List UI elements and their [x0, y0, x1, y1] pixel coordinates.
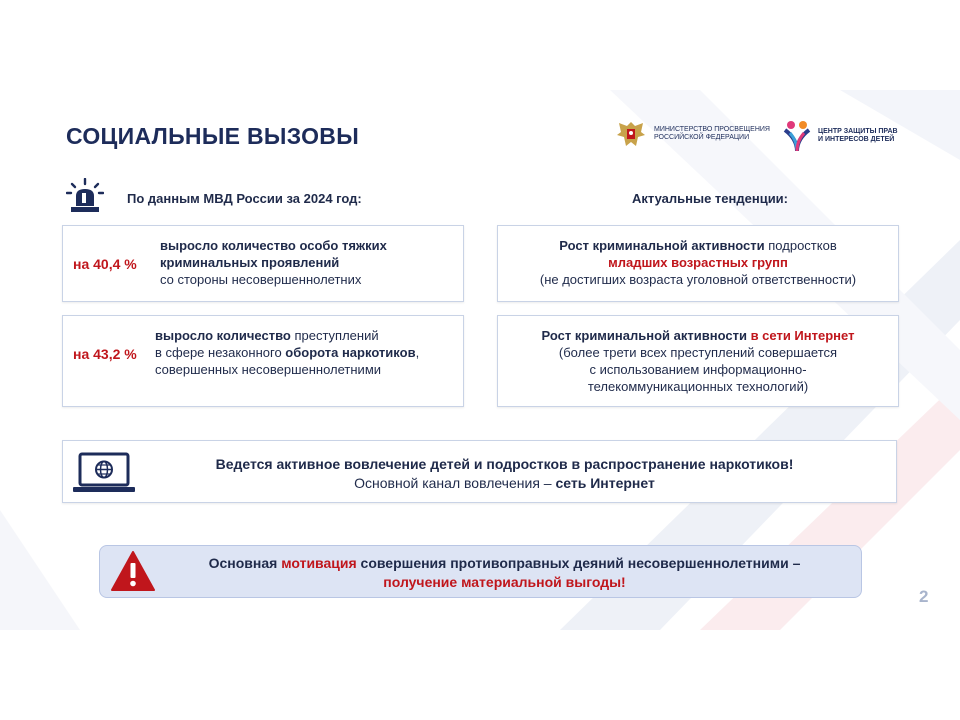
card3-line2-red: младших возрастных групп	[608, 255, 788, 270]
trend-description	[498, 237, 898, 288]
center-name-line2: И ИНТЕРЕСОВ ДЕТЕЙ	[818, 136, 895, 143]
card3-line1-rest: подростков	[764, 238, 837, 253]
stat-description	[160, 237, 387, 288]
card2-line2-post: ,	[415, 345, 420, 360]
card2-line1-rest: преступлений	[290, 328, 379, 343]
involvement-card	[62, 440, 897, 503]
card5-line2-bold: сеть Интернет	[555, 475, 655, 491]
center-name-line1: ЦЕНТР ЗАЩИТЫ ПРАВ	[818, 127, 898, 135]
card5-line2-pre: Основной канал вовлечения –	[354, 475, 556, 491]
card2-line3: совершенных несовершеннолетними	[155, 362, 382, 377]
ministry-logo	[614, 119, 770, 149]
card4-line1-bold: Рост криминальной активности	[541, 328, 751, 343]
card4-line1-red: в сети Интернет	[750, 328, 855, 343]
motivation-banner	[99, 545, 862, 598]
card2-line2-bold: оборота наркотиков	[285, 345, 416, 360]
ministry-emblem-icon	[614, 119, 648, 149]
center-logo-icon	[782, 119, 812, 153]
card4-line4: телекоммуникационных технологий)	[587, 379, 809, 394]
siren-icon	[66, 178, 104, 214]
trend-card-internet	[497, 315, 899, 407]
stat-value: на 40,4 %	[73, 256, 137, 272]
motivation-text	[160, 554, 849, 592]
banner-red2: получение материальной выгоды!	[383, 574, 626, 590]
banner-pre: Основная	[208, 555, 282, 571]
card1-line1: выросло количество особо тяжких	[160, 238, 387, 253]
stat-description	[155, 327, 419, 378]
card4-line2: (более трети всех преступлений совершается	[558, 345, 838, 360]
center-logo	[782, 119, 898, 153]
page-number: 2	[919, 587, 929, 606]
banner-red1: мотивация	[281, 555, 357, 571]
card2-line1-bold: выросло количество	[155, 328, 291, 343]
slide	[0, 90, 960, 630]
page-title: СОЦИАЛЬНЫЕ ВЫЗОВЫ	[66, 123, 360, 149]
card4-line3: с использованием информационно-	[589, 362, 807, 377]
stat-value: на 43,2 %	[73, 346, 137, 362]
card1-line3: со стороны несовершеннолетних	[160, 272, 362, 287]
involvement-text	[143, 455, 866, 493]
right-header: Актуальные тенденции:	[632, 191, 789, 206]
card2-line2-pre: в сфере незаконного	[155, 345, 286, 360]
card1-line2: криминальных проявлений	[160, 255, 340, 270]
ministry-name-line2: РОССИЙСКОЙ ФЕДЕРАЦИИ	[654, 134, 750, 141]
stat-card-drug-crimes	[62, 315, 464, 407]
warning-triangle-icon	[110, 550, 156, 592]
stat-card-severe-crimes	[62, 225, 464, 302]
trend-description	[498, 327, 898, 395]
left-header: По данным МВД России за 2024 год:	[127, 191, 362, 206]
trend-card-younger-groups	[497, 225, 899, 302]
card3-line1-bold: Рост криминальной активности	[559, 238, 765, 253]
banner-mid: совершения противоправных деяний несовершеннолетними –	[356, 555, 801, 571]
laptop-globe-icon	[71, 452, 137, 494]
ministry-name-line1: МИНИСТЕРСТВО ПРОСВЕЩЕНИЯ	[654, 125, 770, 133]
card5-line1: Ведется активное вовлечение детей и подростков в распространение наркотиков!	[215, 456, 794, 472]
card3-line3: (не достигших возраста уголовной ответственности)	[539, 272, 857, 287]
